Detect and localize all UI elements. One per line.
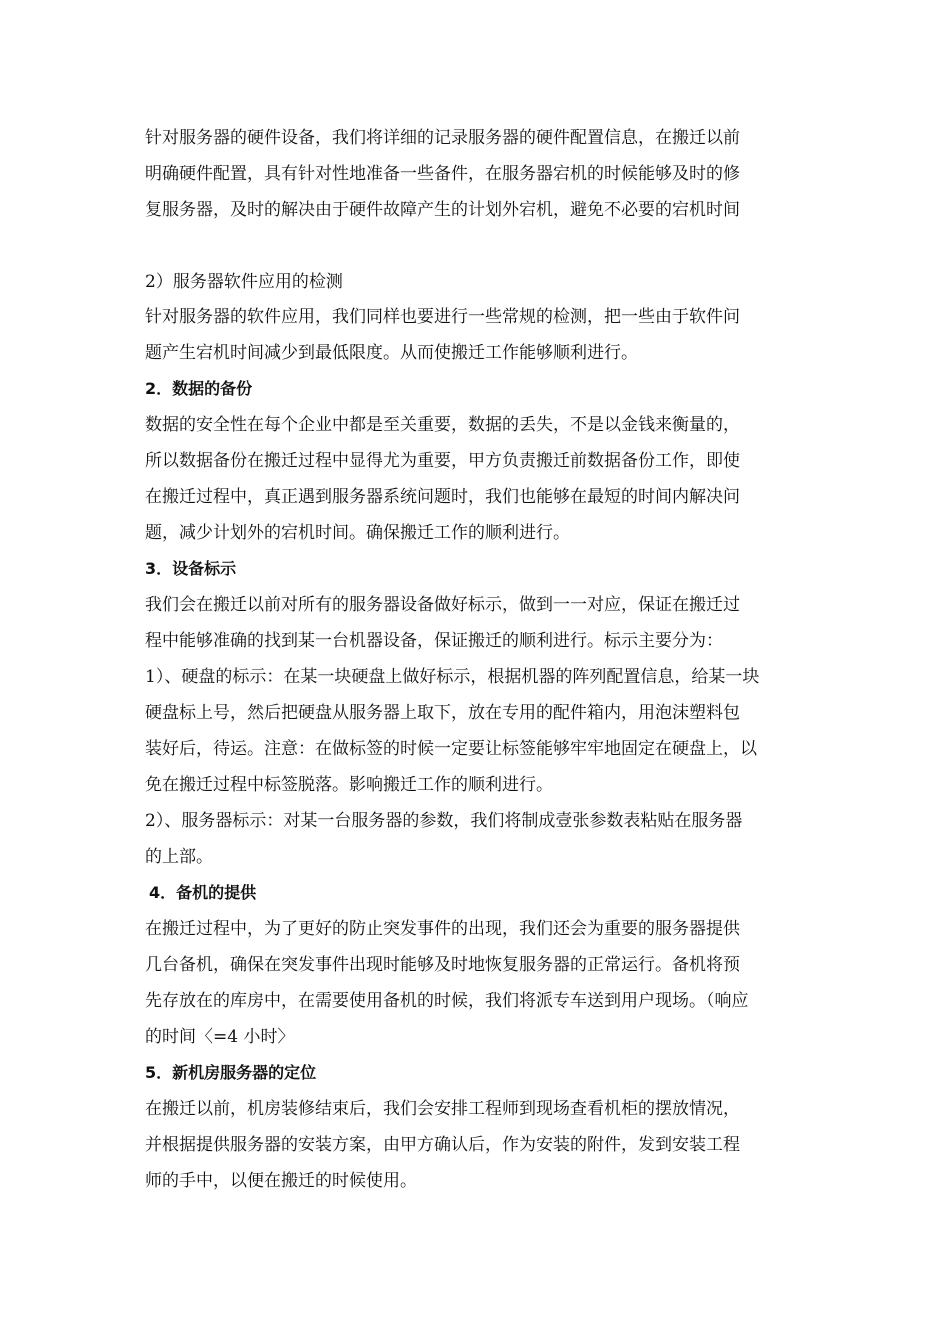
paragraph-line: 2）、服务器标示：对某一台服务器的参数，我们将制成壹张参数表粘贴在服务器 bbox=[145, 811, 743, 831]
paragraph-line: 装好后，待运。注意：在做标签的时候一定要让标签能够牢牢地固定在硬盘上，以 bbox=[145, 739, 757, 759]
paragraph-line: 师的手中，以便在搬迁的时候使用。 bbox=[145, 1171, 417, 1191]
section-heading-labeling: 3．设备标示 bbox=[145, 559, 237, 578]
paragraph-line: 程中能够准确的找到某一台机器设备，保证搬迁的顺利进行。标示主要分为： bbox=[145, 631, 723, 651]
paragraph-line: 所以数据备份在搬迁过程中显得尤为重要，甲方负责搬迁前数据备份工作，即使 bbox=[145, 451, 740, 471]
paragraph-line: 数据的安全性在每个企业中都是至关重要，数据的丢失，不是以金钱来衡量的， bbox=[145, 415, 740, 435]
paragraph-line: 明确硬件配置，具有针对性地准备一些备件，在服务器宕机的时候能够及时的修 bbox=[145, 164, 740, 184]
paragraph-line: 在搬迁过程中，真正遇到服务器系统问题时，我们也能够在最短的时间内解决问 bbox=[145, 487, 740, 507]
paragraph-line: 先存放在的库房中，在需要使用备机的时候，我们将派专车送到用户现场。（响应 bbox=[145, 991, 749, 1011]
paragraph-line: 的时间〈=4 小时〉 bbox=[145, 1027, 295, 1047]
section-heading-positioning: 5．新机房服务器的定位 bbox=[145, 1063, 317, 1082]
paragraph-line: 1）、硬盘的标示：在某一块硬盘上做好标示，根据机器的阵列配置信息，给某一块 bbox=[145, 667, 760, 687]
section-heading-standby: 4．备机的提供 bbox=[149, 883, 257, 902]
paragraph-line: 复服务器，及时的解决由于硬件故障产生的计划外宕机，避免不必要的宕机时间 bbox=[145, 200, 740, 220]
paragraph-line: 题产生宕机时间减少到最低限度。从而使搬迁工作能够顺利进行。 bbox=[145, 343, 638, 363]
paragraph-line: 针对服务器的软件应用，我们同样也要进行一些常规的检测，把一些由于软件问 bbox=[145, 307, 740, 327]
section-heading-backup: 2．数据的备份 bbox=[145, 379, 253, 398]
paragraph-line: 在搬迁过程中，为了更好的防止突发事件的出现，我们还会为重要的服务器提供 bbox=[145, 919, 740, 939]
paragraph-line: 的上部。 bbox=[145, 847, 213, 867]
paragraph-line: 免在搬迁过程中标签脱落。影响搬迁工作的顺利进行。 bbox=[145, 775, 553, 795]
paragraph-line: 题，减少计划外的宕机时间。确保搬迁工作的顺利进行。 bbox=[145, 523, 570, 543]
subheading-software-check: 2）服务器软件应用的检测 bbox=[145, 272, 343, 292]
paragraph-line: 我们会在搬迁以前对所有的服务器设备做好标示，做到一一对应，保证在搬迁过 bbox=[145, 595, 740, 615]
paragraph-line: 在搬迁以前，机房装修结束后，我们会安排工程师到现场查看机柜的摆放情况， bbox=[145, 1099, 740, 1119]
paragraph-line: 并根据提供服务器的安装方案，由甲方确认后，作为安装的附件，发到安装工程 bbox=[145, 1135, 740, 1155]
paragraph-line: 硬盘标上号，然后把硬盘从服务器上取下，放在专用的配件箱内，用泡沫塑料包 bbox=[145, 703, 740, 723]
paragraph-line: 针对服务器的硬件设备，我们将详细的记录服务器的硬件配置信息，在搬迁以前 bbox=[145, 128, 740, 148]
paragraph-line: 几台备机，确保在突发事件出现时能够及时地恢复服务器的正常运行。备机将预 bbox=[145, 955, 740, 975]
